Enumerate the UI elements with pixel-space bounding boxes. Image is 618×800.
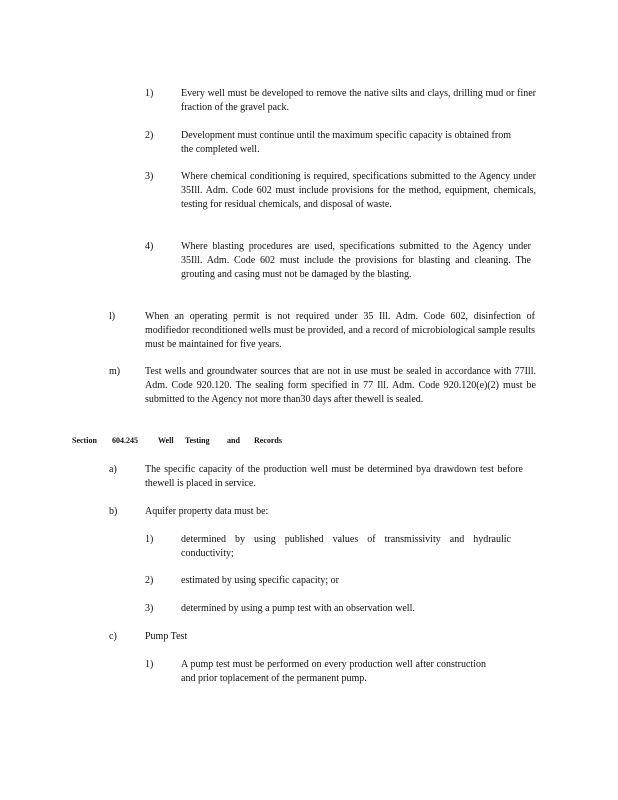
item-label: 1) bbox=[145, 88, 154, 99]
item-text: Pump Test bbox=[145, 631, 188, 642]
item-text: When an operating permit is not required under 35 Ill. Adm. Code 602, disinfection of modifiedor reconditioned wells must be provided, and a record of microbiological sample results must be maintained for five years. bbox=[145, 311, 535, 350]
item-text: The specific capacity of the production well must be determined bya drawdown test before thewell is placed in service. bbox=[145, 464, 523, 489]
item-label: 3) bbox=[145, 603, 154, 614]
section-title-word: Testing bbox=[185, 436, 210, 445]
item-label: 2) bbox=[145, 575, 154, 586]
item-label: 4) bbox=[145, 241, 154, 252]
item-label: l) bbox=[109, 311, 116, 322]
item-label: 1) bbox=[145, 659, 154, 670]
item-text: Every well must be developed to remove the native silts and clays, drilling mud or finer fraction of the gravel pack. bbox=[181, 88, 536, 113]
item-text: Where blasting procedures are used, specifications submitted to the Agency under 35Ill. Adm. Code 602 must include the provisions for blasting and cleaning. The grouting and casing must not be damaged by the blasting. bbox=[181, 241, 531, 280]
section-number: 604.245 bbox=[112, 436, 138, 445]
item-text: Development must continue until the maximum specific capacity is obtained from the completed well. bbox=[181, 130, 511, 155]
section-title-word: Well bbox=[158, 436, 174, 445]
item-label: b) bbox=[109, 506, 118, 517]
item-text: determined by using published values of transmissivity and hydraulic conductivity; bbox=[181, 534, 511, 559]
item-text: estimated by using specific capacity; or bbox=[181, 575, 340, 586]
item-text: Test wells and groundwater sources that are not in use must be sealed in accordance with 77Ill. Adm. Code 920.120. The sealing form specified in 77 Ill. Adm. Code 920.120(e)(2) must be submitted to the Agency not more than30 days after thewell is sealed. bbox=[145, 366, 536, 405]
item-text: determined by using a pump test with an observation well. bbox=[181, 603, 415, 614]
section-label: Section bbox=[72, 436, 97, 445]
item-label: 3) bbox=[145, 171, 154, 182]
item-label: m) bbox=[109, 366, 121, 377]
item-text: A pump test must be performed on every production well after construction and prior toplacement of the permanent pump. bbox=[181, 659, 486, 684]
item-label: c) bbox=[109, 631, 117, 642]
item-text: Aquifer property data must be: bbox=[145, 506, 269, 517]
item-label: 2) bbox=[145, 130, 154, 141]
item-text: Where chemical conditioning is required, specifications submitted to the Agency under 35Ill. Adm. Code 602 must include provisions for the method, equipment, chemicals, testing for residual chemicals, and disposal of waste. bbox=[181, 171, 536, 210]
section-title-word: Records bbox=[254, 436, 282, 445]
section-title-word: and bbox=[227, 436, 240, 445]
item-label: 1) bbox=[145, 534, 154, 545]
item-label: a) bbox=[109, 464, 117, 475]
